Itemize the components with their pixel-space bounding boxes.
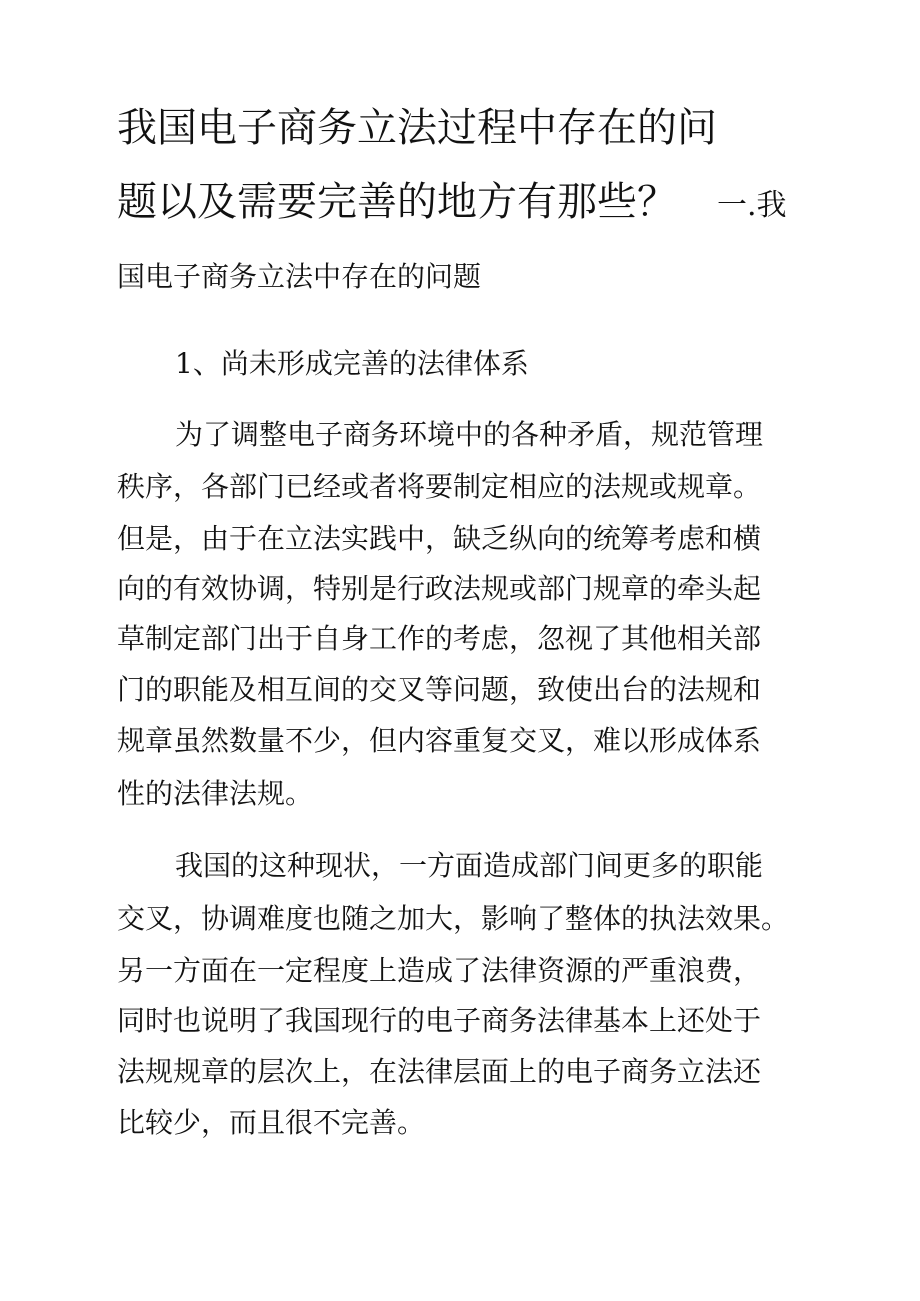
paragraph2-line-2: 交叉，协调难度也随之加大，影响了整体的执法效果。 <box>117 902 790 935</box>
paragraph1-line-1: 为了调整电子商务环境中的各种矛盾，规范管理 <box>175 418 764 451</box>
paragraph2-line-5: 法规规章的层次上，在法律层面上的电子商务立法还 <box>117 1055 762 1088</box>
title-tail-text: 一.我 <box>717 188 787 223</box>
paragraph2-line-3: 另一方面在一定程度上造成了法律资源的严重浪费， <box>117 954 762 987</box>
subheading: 1、尚未形成完善的法律体系 <box>175 347 529 380</box>
document-title-line-2 <box>117 178 787 230</box>
paragraph1-line-3: 但是，由于在立法实践中，缺乏纵向的统筹考虑和横 <box>117 522 762 555</box>
paragraph1-line-5: 草制定部门出于自身工作的考虑，忽视了其他相关部 <box>117 622 762 655</box>
paragraph2-line-6: 比较少，而且很不完善。 <box>117 1106 426 1139</box>
paragraph2-line-1: 我国的这种现状，一方面造成部门间更多的职能 <box>175 849 764 882</box>
paragraph1-line-2: 秩序，各部门已经或者将要制定相应的法规或规章。 <box>117 470 762 503</box>
title-text-2: 题以及需要完善的地方有那些？ <box>117 179 677 225</box>
document-title-line-1 <box>117 104 717 152</box>
title-text-1: 我国电子商务立法过程中存在的问 <box>117 105 717 151</box>
paragraph1-line-7: 规章虽然数量不少，但内容重复交叉，难以形成体系 <box>117 724 762 757</box>
paragraph1-line-8: 性的法律法规。 <box>117 777 314 810</box>
paragraph2-line-4: 同时也说明了我国现行的电子商务法律基本上还处于 <box>117 1004 762 1037</box>
paragraph1-line-4: 向的有效协调，特别是行政法规或部门规章的牵头起 <box>117 572 762 605</box>
section-heading: 国电子商务立法中存在的问题 <box>117 260 482 293</box>
paragraph1-line-6: 门的职能及相互间的交叉等问题，致使出台的法规和 <box>117 673 762 706</box>
